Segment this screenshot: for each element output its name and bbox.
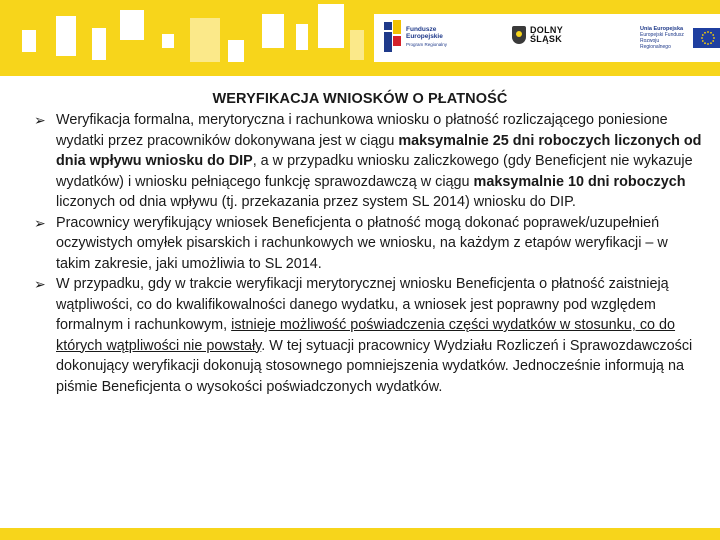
dolny-slask-crest-icon	[512, 26, 526, 44]
decor-square	[120, 10, 144, 40]
decor-square	[318, 4, 344, 48]
bullet-1-text-c: liczonych od dnia wpływu (tj. przekazania przez system SL 2014) wniosku do DIP.	[56, 194, 576, 210]
bullet-item	[34, 213, 702, 275]
bullet-3-underlined: istnieje możliwość poświadczenia części wydatków w stosunku, co do których wątpliwości nie powstały	[56, 317, 676, 354]
bullet-1-bold-deadline-2: maksymalnie 10 dni roboczych	[473, 173, 686, 190]
unia-europejska-logo	[640, 26, 720, 50]
fundusze-europejskie-logo	[384, 20, 447, 54]
arrow-bullet-icon: ➢	[34, 112, 46, 128]
fe-star-mark-icon	[384, 20, 402, 54]
ue-line3: Rozwoju Regionalnego	[640, 38, 671, 50]
fe-line2: Europejskie	[406, 33, 443, 41]
decor-square	[22, 30, 36, 52]
logos-strip	[374, 14, 720, 62]
bullet-list	[34, 110, 702, 397]
decor-square	[92, 28, 106, 60]
decor-square	[162, 34, 174, 48]
decor-square	[262, 14, 284, 48]
slide-title: WERYFIKACJA WNIOSKÓW O PŁATNOŚĆ	[212, 91, 508, 107]
header-banner	[0, 0, 720, 76]
decor-square	[350, 30, 364, 60]
decor-square	[190, 18, 220, 62]
decor-square	[296, 24, 308, 50]
bullet-1-text-a: Weryfikacja formalna, merytoryczna i rachunkowa wniosku o płatność rozliczającego poniesione wydatki przez pracowników dokonywana jest w ciągu	[56, 112, 668, 149]
bullet-item	[34, 110, 702, 213]
arrow-bullet-icon: ➢	[34, 276, 46, 292]
fe-line3: Program Regionalny	[406, 41, 448, 47]
ds-line2: ŚLĄSK	[530, 34, 563, 44]
bullet-3-text-a: W przypadku, gdy w trakcie weryfikacji merytorycznej wniosku Beneficjenta o płatność zaistnieją wątpliwości, co do kwalifikowalności danego wydatku, a wniosek jest poprawny pod względem formalnym i rachunkowym,	[56, 276, 669, 333]
fe-line1: Fundusze	[406, 25, 437, 33]
eu-flag-icon	[693, 28, 720, 48]
bullet-3-text-b: . W tej sytuacji pracownicy Wydziału Rozliczeń i Sprawozdawczości dokonujący weryfikacji dokonują stosownego pomniejszenia wydatków. Jednocześnie informują na piśmie Beneficjenta o wysokości poświadczonych wydatków.	[56, 337, 693, 395]
footer-bar	[0, 528, 720, 540]
bullet-1-bold-deadline: maksymalnie 25 dni roboczych liczonych od dnia wpływu wniosku do DIP	[56, 132, 702, 169]
dolny-slask-logo	[512, 26, 563, 44]
decor-square	[228, 40, 244, 62]
decor-square	[56, 16, 76, 56]
bullet-1-text-b: , a w przypadku wniosku zaliczkowego (gdy Beneficjent nie wykazuje wydatków) i wniosku pełniącego funkcję sprawozdawczą w ciągu	[56, 153, 693, 190]
ds-line1: DOLNY	[530, 25, 563, 35]
arrow-bullet-icon: ➢	[34, 214, 46, 231]
ue-line2: Europejski Fundusz	[640, 32, 684, 38]
bullet-2-text: Pracownicy weryfikujący wniosek Beneficjenta o płatność mogą dokonać poprawek/uzupełnień oczywistych omyłek pisarskich i rachunkowych we wniosku, na każdym z etapów weryfikacji – w takim zakresie, jaki umożliwia to SL 2014.	[56, 214, 668, 272]
ue-line1: Unia Europejska	[640, 26, 684, 32]
bullet-item	[34, 274, 702, 397]
